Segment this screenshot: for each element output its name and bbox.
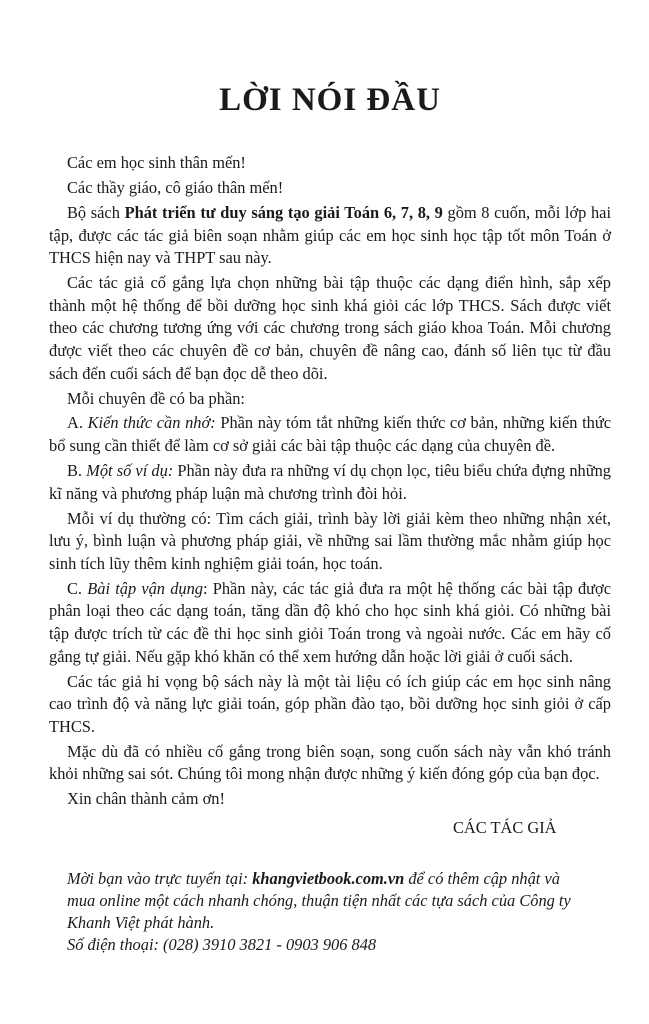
text: để có thêm cập nhật và mua online một cách nhanh chóng, thuận tiện nhất các tựa sách của Công ty Khanh Việt phát hành. [67, 868, 571, 932]
text: C. [67, 578, 88, 598]
paragraph-part-c [49, 578, 611, 668]
paragraph-three-parts [49, 388, 611, 411]
footer-online [67, 868, 587, 934]
text: B. [67, 461, 87, 481]
paragraph-structure [49, 272, 611, 385]
text: : Phần này, các tác giả đưa ra một hệ thống các bài tập được phân loại theo các dạng toán, tăng dần độ khó cho học sinh khá giỏi. Có những bài tập được trích từ các đề thi học sinh giỏi Toán trong và ngoài nước. Các em hãy cố gắng tự giải. Nếu gặp khó khăn có thể xem hướng dẫn hoặc lời giải ở cuối sách. [49, 578, 611, 666]
text: Mời bạn vào trực tuyến tại: [67, 868, 253, 888]
part-c-title: Bài tập vận dụng [87, 578, 203, 598]
signature: CÁC TÁC GIẢ [453, 817, 557, 837]
text: A. [67, 413, 88, 433]
paragraph-examples [49, 508, 611, 576]
preface-body [49, 152, 611, 811]
part-a-title: Kiến thức cần nhớ: [87, 413, 216, 433]
part-b-title: Một số ví dụ: [86, 461, 174, 481]
text: Phần này đưa ra những ví dụ chọn lọc, tiêu biểu chứa đựng những kĩ năng và phương pháp luận mà chương trình đòi hỏi. [49, 461, 611, 503]
text: Mặc dù đã có nhiều cố gắng trong biên soạn, song cuốn sách này vẫn khó tránh khỏi những sai sót. Chúng tôi mong nhận được những ý kiến đóng góp của bạn đọc. [49, 741, 611, 784]
page-title: LỜI NÓI ĐẦU [219, 82, 441, 118]
paragraph-thanks [49, 788, 611, 811]
text: Bộ sách [67, 202, 125, 222]
paragraph-greeting-teachers [49, 177, 611, 200]
text: gồm 8 cuốn, mỗi lớp hai tập, được các tác giả biên soạn nhằm giúp các em học sinh học tập tốt môn Toán ở THCS hiện nay và THPT sau này. [49, 202, 611, 268]
footer-phone: Số điện thoại: (028) 3910 3821 - 0903 906 848 [67, 934, 377, 954]
paragraph-hope [49, 671, 611, 739]
paragraph-part-a [49, 412, 611, 457]
text: Các tác giả hi vọng bộ sách này là một tài liệu có ích giúp các em học sinh nâng cao trình độ và năng lực giải toán, góp phần đào tạo, bồi dưỡng học sinh giỏi ở cấp THCS. [49, 671, 611, 736]
website-link: khangvietbook.com.vn [252, 868, 405, 888]
paragraph-part-b [49, 460, 611, 505]
text: Phần này tóm tắt những kiến thức cơ bản, những kiến thức bổ sung cần thiết để làm cơ sở giải các bài tập thuộc các dạng của chuyên đề. [49, 413, 611, 456]
text: Mỗi chuyên đề có ba phần: [67, 388, 245, 408]
book-series-title: Phát triển tư duy sáng tạo giải Toán 6, 7, 8, 9 [124, 202, 443, 222]
paragraph-book-intro [49, 202, 611, 270]
text: Mỗi ví dụ thường có: Tìm cách giải, trình bày lời giải kèm theo những nhận xét, lưu ý, bình luận và phương pháp giải, về những sai lầm thường mắc nhằm giúp học sinh tích lũy thêm kinh nghiệm giải toán, học toán. [49, 508, 611, 573]
text: Các em học sinh thân mến! [67, 153, 246, 172]
text: Xin chân thành cảm ơn! [67, 789, 225, 809]
text: Các thầy giáo, cô giáo thân mến! [67, 177, 284, 197]
footer-note [67, 868, 587, 956]
paragraph-greeting-students [49, 152, 611, 175]
text: Các tác giả cố gắng lựa chọn những bài tập thuộc các dạng điển hình, sắp xếp thành một hệ thống để bồi dưỡng học sinh khá giỏi các lớp THCS. Sách được viết theo các chương tương ứng với các chương trong sách giáo khoa Toán. Mỗi chương được viết theo các chuyên đề cơ bản, chuyên đề nâng cao, đánh số liên tục từ đầu sách đến cuối sách để bạn đọc dễ theo dõi. [49, 273, 611, 383]
paragraph-feedback [49, 741, 611, 786]
